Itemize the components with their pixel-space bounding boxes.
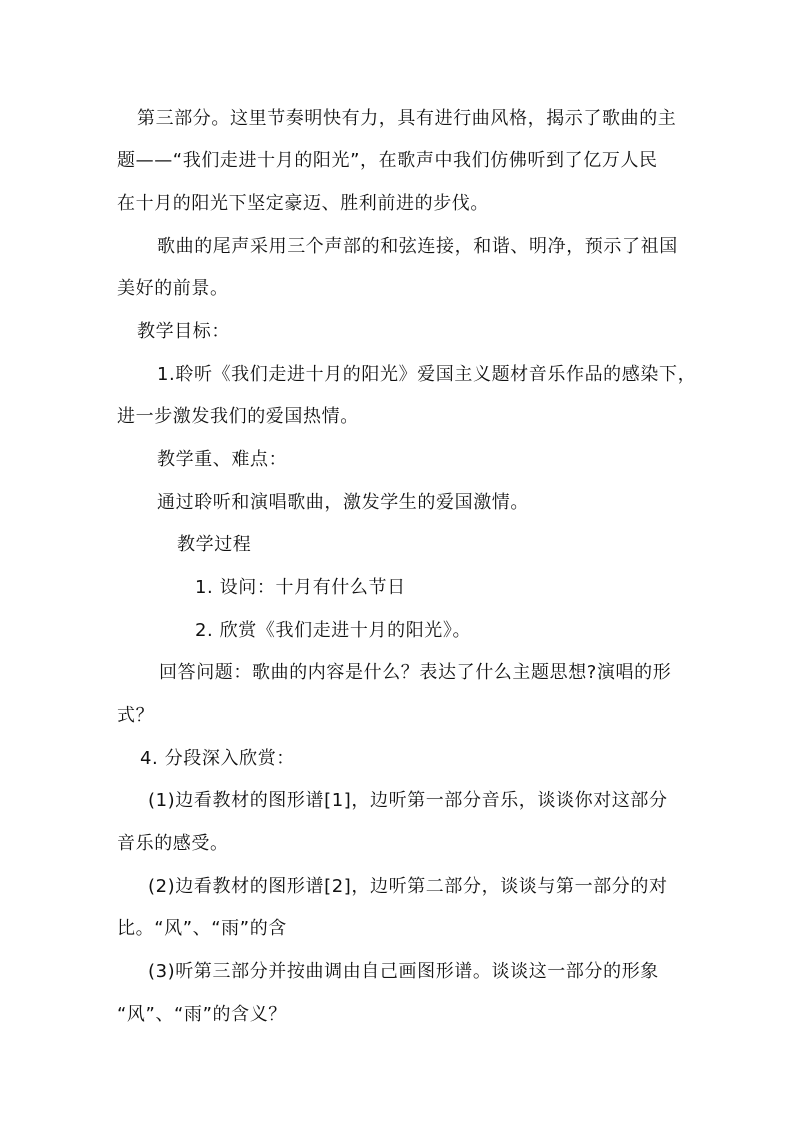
paragraph-line: 题——“我们走进十月的阳光”，在歌声中我们仿佛听到了亿万人民 — [117, 150, 658, 171]
paragraph-line: (2)边看教材的图形谱[2]，边听第二部分，谈谈与第一部分的对 — [148, 876, 668, 897]
paragraph-line: 回答问题：歌曲的内容是什么？表达了什么主题思想?演唱的形 — [159, 662, 672, 683]
paragraph-line: 1.聆听《我们走进十月的阳光》爱国主义题材音乐作品的感染下， — [157, 364, 697, 385]
section-heading: 教学目标： — [137, 321, 230, 342]
section-heading: 教学重、难点： — [157, 449, 288, 470]
list-item: 2. 欣赏《我们走进十月的阳光》。 — [195, 620, 472, 641]
section-heading: 教学过程 — [177, 534, 252, 555]
paragraph-line: 美好的前景。 — [117, 278, 229, 299]
paragraph-line: “风”、“雨”的含义？ — [117, 1004, 287, 1025]
paragraph-line: (1)边看教材的图形谱[1]，边听第一部分音乐，谈谈你对这部分 — [148, 790, 668, 811]
paragraph-line: 进一步激发我们的爱国热情。 — [117, 406, 359, 427]
paragraph-line: 音乐的感受。 — [117, 833, 229, 854]
paragraph-line: 第三部分。这里节奏明快有力，具有进行曲风格，揭示了歌曲的主 — [137, 108, 677, 129]
paragraph-line: 歌曲的尾声采用三个声部的和弦连接，和谐、明净，预示了祖国 — [157, 236, 678, 257]
paragraph-line: 通过聆听和演唱歌曲，激发学生的爱国激情。 — [157, 492, 529, 513]
paragraph-line: (3)听第三部分并按曲调由自己画图形谱。谈谈这一部分的形象 — [148, 961, 659, 982]
list-item: 1. 设问：十月有什么节日 — [195, 577, 406, 598]
list-item: 4. 分段深入欣赏： — [140, 748, 295, 769]
paragraph-line: 在十月的阳光下坚定豪迈、胜利前进的步伐。 — [117, 193, 489, 214]
paragraph-line: 比。“风”、“雨”的含 — [117, 918, 287, 939]
paragraph-line: 式？ — [117, 705, 155, 726]
